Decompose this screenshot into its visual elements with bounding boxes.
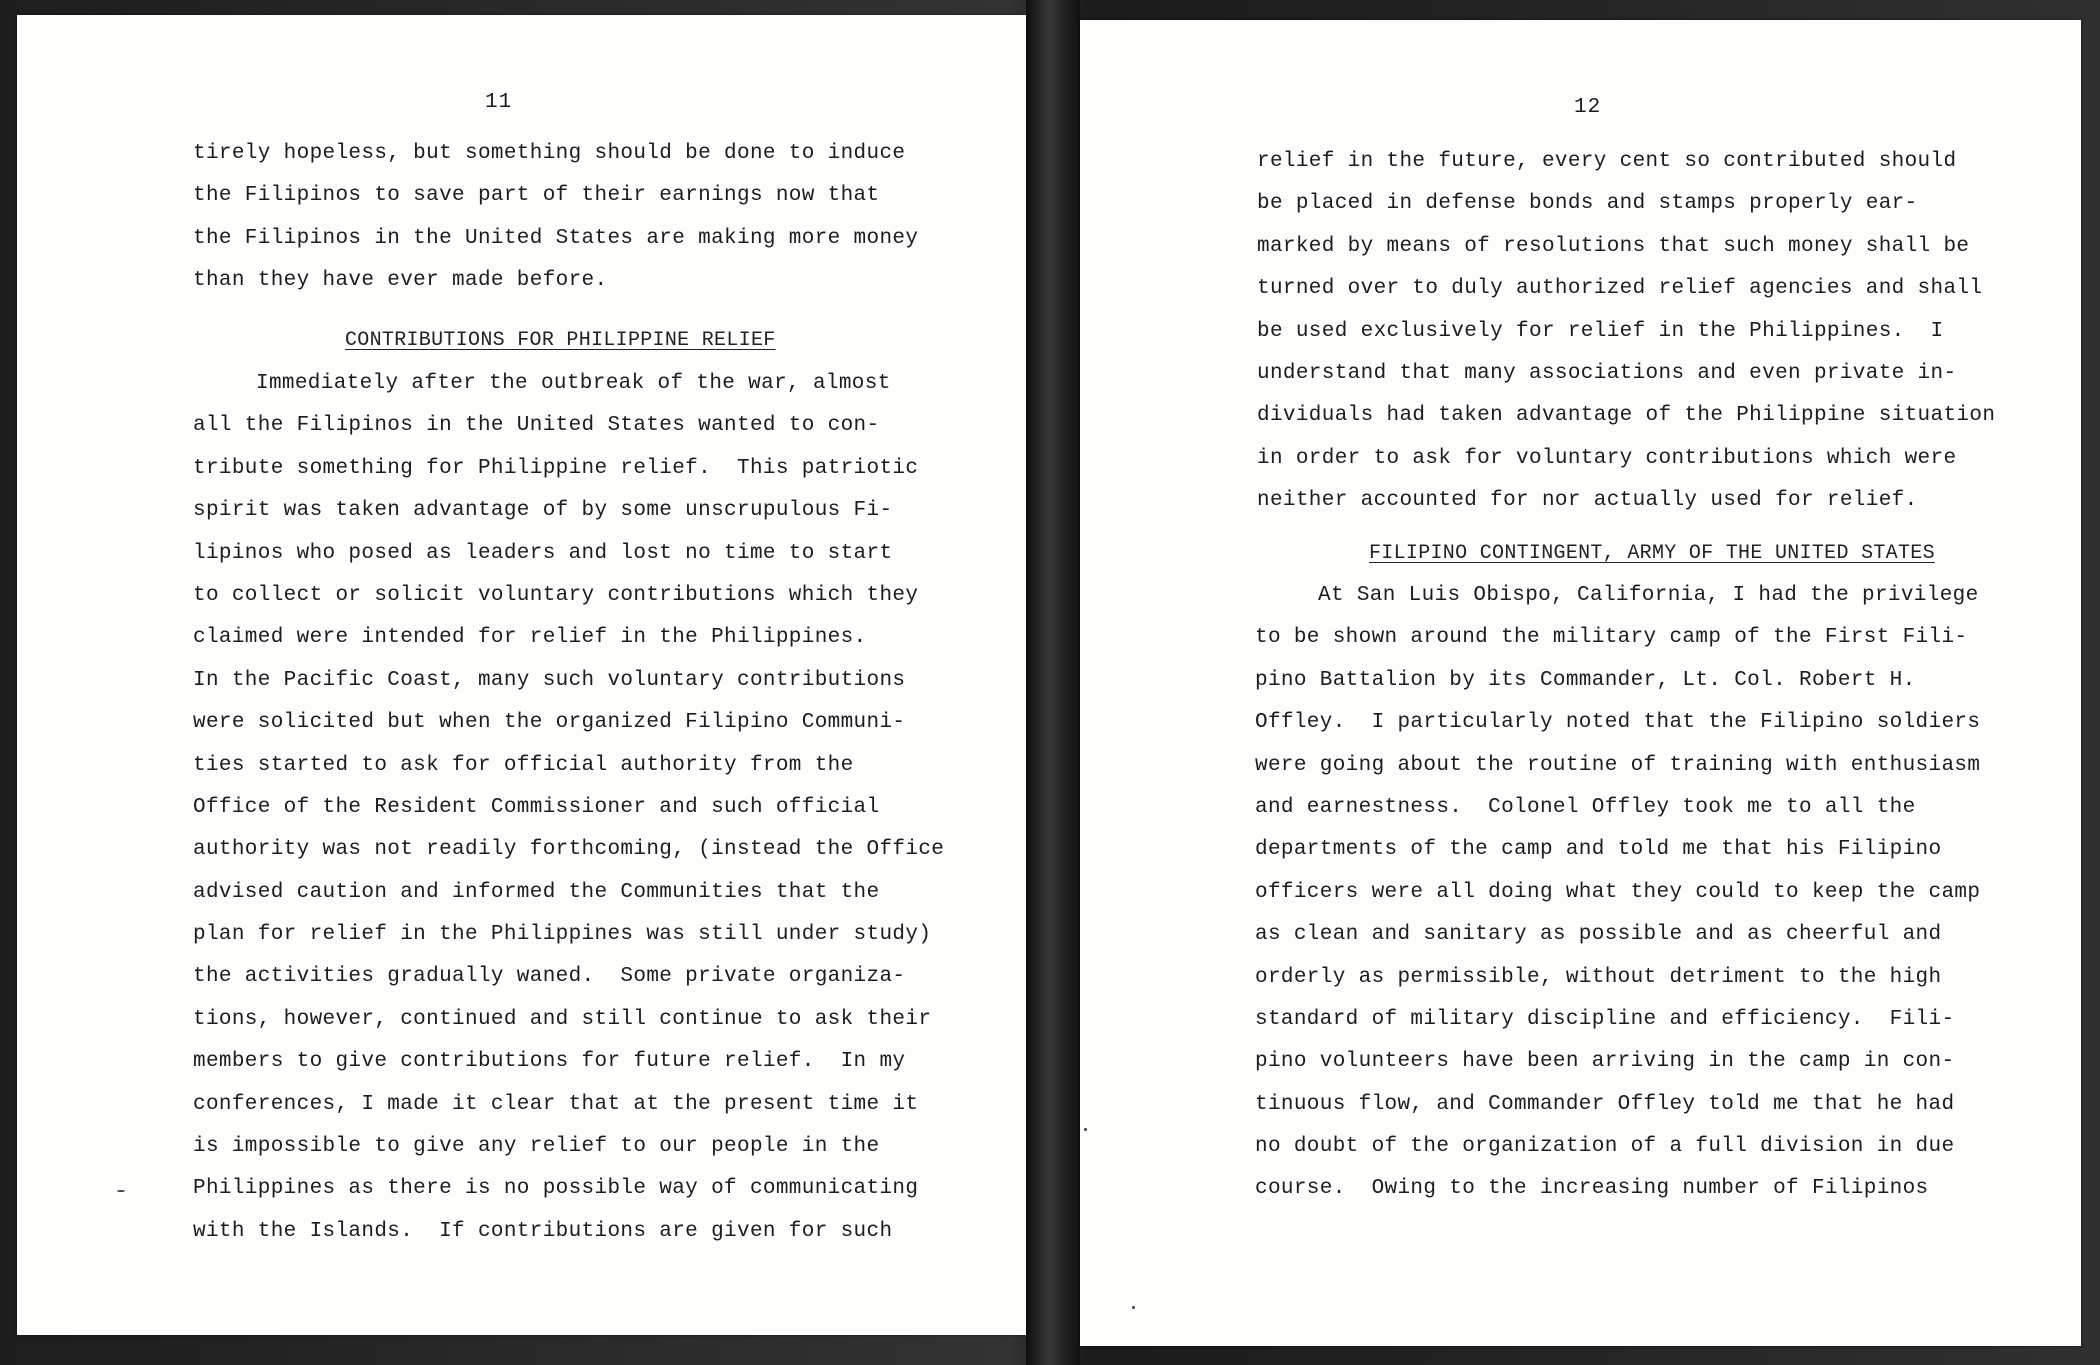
text-line: standard of military discipline and efficiency. Fili- [1255, 1007, 1955, 1031]
text-line: pino volunteers have been arriving in the camp in con- [1255, 1050, 1955, 1074]
text-line: all the Filipinos in the United States wanted to con- [193, 414, 880, 438]
text-line: neither accounted for nor actually used for relief. [1257, 489, 1918, 513]
text-line: be used exclusively for relief in the Philippines. I [1257, 319, 1944, 343]
text-line: in order to ask for voluntary contributions which were [1257, 446, 1957, 470]
text-line: the Filipinos to save part of their earnings now that [193, 184, 880, 208]
scan-speck [117, 1190, 125, 1192]
text-line: to be shown around the military camp of the First Fili- [1255, 626, 1968, 650]
text-line: with the Islands. If contributions are given for such [193, 1219, 893, 1243]
text-line: the activities gradually waned. Some private organiza- [193, 965, 906, 989]
text-line: were going about the routine of training with enthusiasm [1255, 753, 1981, 777]
text-line: In the Pacific Coast, many such voluntary contributions [193, 668, 906, 692]
text-line: understand that many associations and even private in- [1257, 361, 1957, 385]
paragraph [1255, 575, 1980, 1211]
text-line: claimed were intended for relief in the Philippines. [193, 626, 867, 650]
text-line: to collect or solicit voluntary contributions which they [193, 583, 919, 607]
text-line: turned over to duly authorized relief agencies and shall [1257, 277, 1983, 301]
text-line: Immediately after the outbreak of the war, almost [256, 372, 891, 395]
scan-speck [1132, 1306, 1135, 1309]
text-line: and earnestness. Colonel Offley took me to all the [1255, 795, 1916, 819]
text-line: tirely hopeless, but something should be done to induce [193, 142, 906, 165]
text-line: spirit was taken advantage of by some unscrupulous Fi- [193, 499, 893, 523]
text-line: pino Battalion by its Commander, Lt. Col. Robert H. [1255, 668, 1916, 692]
text-line: lipinos who posed as leaders and lost no time to start [193, 541, 893, 565]
text-line: tribute something for Philippine relief. This patriotic [193, 456, 919, 480]
paragraph [1257, 141, 1995, 523]
text-line: dividuals had taken advantage of the Philippine situation [1257, 404, 1996, 428]
text-line: course. Owing to the increasing number of Filipinos [1255, 1177, 1929, 1201]
text-line: ties started to ask for official authority from the [193, 753, 854, 777]
paragraph [193, 363, 944, 1253]
section-heading [345, 318, 776, 363]
text-line: Philippines as there is no possible way of communicating [193, 1177, 919, 1201]
text-line: departments of the camp and told me that his Filipino [1255, 838, 1942, 862]
text-line: as clean and sanitary as possible and as cheerful and [1255, 923, 1942, 947]
text-line: were solicited but when the organized Filipino Communi- [193, 711, 906, 735]
text-line: Office of the Resident Commissioner and such official [193, 795, 880, 819]
text-line: is impossible to give any relief to our people in the [193, 1135, 880, 1159]
text-line: the Filipinos in the United States are making more money [193, 226, 919, 250]
page-number: 11 [485, 91, 513, 114]
paragraph [193, 133, 918, 303]
text-line: marked by means of resolutions that such money shall be [1257, 234, 1970, 258]
text-line: members to give contributions for future relief. In my [193, 1050, 906, 1074]
text-line: conferences, I made it clear that at the present time it [193, 1092, 919, 1116]
text-line: authority was not readily forthcoming, (instead the Office [193, 838, 945, 862]
text-line: no doubt of the organization of a full division in due [1255, 1135, 1955, 1159]
scan-speck [1084, 1128, 1087, 1131]
text-line: advised caution and informed the Communities that the [193, 880, 880, 904]
text-line: officers were all doing what they could to keep the camp [1255, 880, 1981, 904]
section-heading [1369, 531, 1935, 576]
section-heading-text: FILIPINO CONTINGENT, ARMY OF THE UNITED STATES [1369, 542, 1935, 565]
text-line: tinuous flow, and Commander Offley told me that he had [1255, 1092, 1955, 1116]
text-line: orderly as permissible, without detriment to the high [1255, 965, 1942, 989]
text-line: relief in the future, every cent so contributed should [1257, 150, 1957, 173]
left-page [17, 15, 1026, 1335]
text-line: plan for relief in the Philippines was still under study) [193, 923, 932, 947]
section-heading-text: CONTRIBUTIONS FOR PHILIPPINE RELIEF [345, 329, 776, 352]
text-line: At San Luis Obispo, California, I had the privilege [1318, 584, 1979, 607]
right-page [1080, 20, 2081, 1346]
text-line: tions, however, continued and still continue to ask their [193, 1007, 932, 1031]
page-number: 12 [1574, 96, 1602, 119]
text-line: Offley. I particularly noted that the Filipino soldiers [1255, 711, 1981, 735]
text-line: than they have ever made before. [193, 269, 608, 293]
book-gutter [1026, 0, 1080, 1365]
text-line: be placed in defense bonds and stamps properly ear- [1257, 192, 1918, 216]
